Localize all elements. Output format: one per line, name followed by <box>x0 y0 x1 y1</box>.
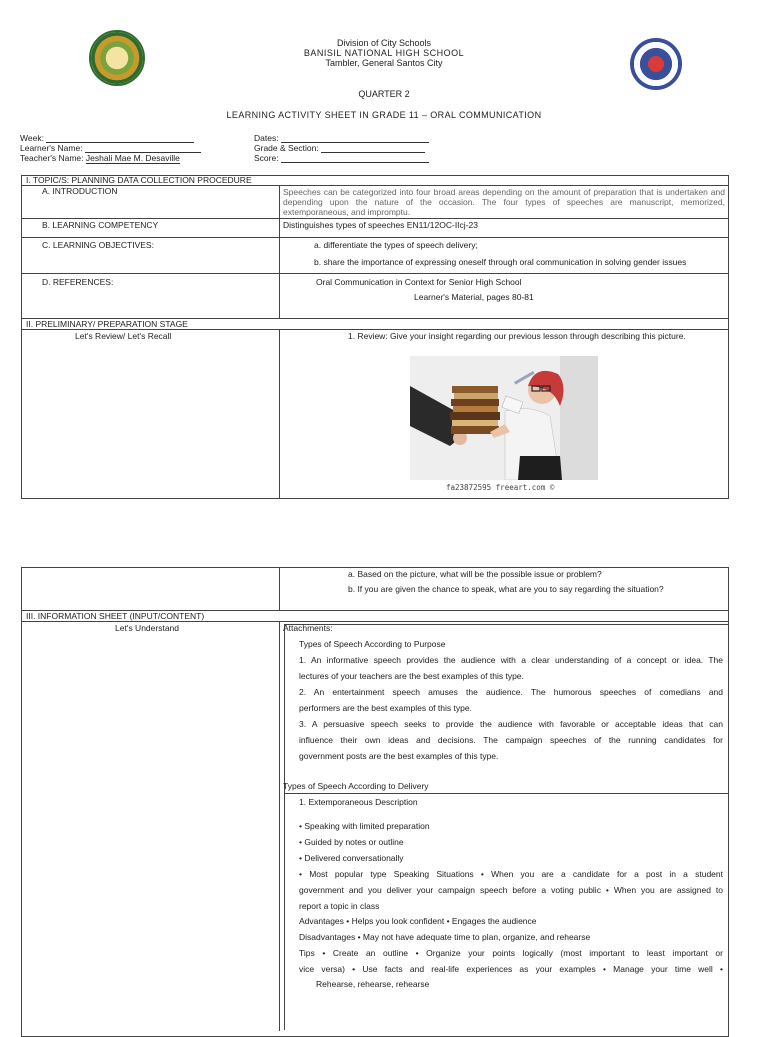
learner-field: Learner's Name: <box>20 143 201 153</box>
purpose-heading: Types of Speech According to Purpose <box>299 639 446 649</box>
photo-caption: fa23872595 freeart.com © <box>446 483 555 492</box>
attachments-label: Attachments: <box>283 623 333 633</box>
references-label: D. REFERENCES: <box>42 277 114 287</box>
reference-pages: Learner's Material, pages 80-81 <box>414 292 534 302</box>
competency-text: Distinguishes types of speeches EN11/12OC-IIcj-23 <box>283 220 478 230</box>
purpose-line-6: influence their own ideas and decisions. The campaign speeches of the running candidates for <box>299 735 723 745</box>
dates-field: Dates: <box>254 133 429 143</box>
division-name: Division of City Schools <box>336 38 432 48</box>
sheet-title: LEARNING ACTIVITY SHEET IN GRADE 11 – ORAL COMMUNICATION <box>226 110 542 120</box>
bullet-5: government and you deliver your campaign speech before a voting public • When you are assigned to <box>299 885 723 895</box>
grade-section-field: Grade & Section: <box>254 143 425 153</box>
objective-a: a. differentiate the types of speech delivery; <box>314 240 478 250</box>
purpose-line-5: 3. A persuasive speech seeks to provide the audience with favorable or acceptable ideas that can <box>299 719 723 729</box>
review-photo <box>410 356 598 480</box>
tips-line-3: Rehearse, rehearse, rehearse <box>316 979 430 989</box>
score-field: Score: <box>254 153 429 163</box>
reference-book: Oral Communication in Context for Senior High School <box>316 277 522 287</box>
purpose-line-7: government posts are the best examples of this type. <box>299 751 499 761</box>
introduction-text: Speeches can be categorized into four broad areas depending on the amount of preparation that is undertaken and depending upon the nature of the occasion. The four types of speeches are manuscript, memorized, extemporaneous, and impromptu. <box>283 187 725 217</box>
objectives-label: C. LEARNING OBJECTIVES: <box>42 240 154 250</box>
objective-b: b. share the importance of expressing oneself through oral communication in solving gender issues <box>314 257 687 267</box>
woman-carrying-books-illustration <box>410 356 598 480</box>
bullet-2: • Guided by notes or outline <box>299 837 404 847</box>
purpose-line-2: lectures of your teachers are the best examples of this type. <box>299 671 524 681</box>
competency-label: B. LEARNING COMPETENCY <box>42 220 159 230</box>
purpose-line-1: 1. An informative speech provides the audience with a clear understanding of a concept or idea. The <box>299 655 723 665</box>
section-3-title: III. INFORMATION SHEET (INPUT/CONTENT) <box>26 611 205 621</box>
bullet-6: report a topic in class <box>299 901 380 911</box>
delivery-heading: Types of Speech According to Delivery <box>283 781 429 791</box>
bullet-3: • Delivered conversationally <box>299 853 404 863</box>
tips-line-2: vice versa) • Use facts and real-life experiences as your examples • Manage your time well • <box>299 964 723 974</box>
lets-understand-label: Let's Understand <box>115 623 179 633</box>
review-recall-label: Let's Review/ Let's Recall <box>75 331 172 341</box>
teacher-field: Teacher's Name: Jeshali Mae M. Desaville <box>20 153 180 163</box>
school-name: BANISIL NATIONAL HIGH SCHOOL <box>303 48 465 58</box>
purpose-line-3: 2. An entertainment speech amuses the audience. The humorous speeches of comedians and <box>299 687 723 697</box>
section-1-title: I. TOPIC/S: PLANNING DATA COLLECTION PROCEDURE <box>26 175 252 185</box>
question-a: a. Based on the picture, what will be the possible issue or problem? <box>348 569 602 579</box>
disadvantages-line: Disadvantages • May not have adequate time to plan, organize, and rehearse <box>299 932 591 942</box>
review-prompt: 1. Review: Give your insight regarding our previous lesson through describing this picture. <box>348 331 686 341</box>
section-2-title: II. PRELIMINARY/ PREPARATION STAGE <box>26 319 188 329</box>
advantages-line: Advantages • Helps you look confident • Engages the audience <box>299 916 537 926</box>
teacher-name-value: Jeshali Mae M. Desaville <box>85 153 180 163</box>
purpose-line-4: performers are the best examples of this type. <box>299 703 472 713</box>
extemporaneous-item: 1. Extemporaneous Description <box>299 797 418 807</box>
bullet-1: • Speaking with limited preparation <box>299 821 430 831</box>
bullet-4: • Most popular type Speaking Situations • When you are a candidate for a post in a student <box>299 869 723 879</box>
introduction-label: A. INTRODUCTION <box>42 186 118 196</box>
school-address: Tambler, General Santos City <box>325 58 443 68</box>
quarter-label: QUARTER 2 <box>358 89 410 99</box>
question-b: b. If you are given the chance to speak, what are you to say regarding the situation? <box>348 584 664 594</box>
tips-line-1: Tips • Create an outline • Organize your points logically (most important to least important or <box>299 948 723 958</box>
week-field: Week: <box>20 133 194 143</box>
